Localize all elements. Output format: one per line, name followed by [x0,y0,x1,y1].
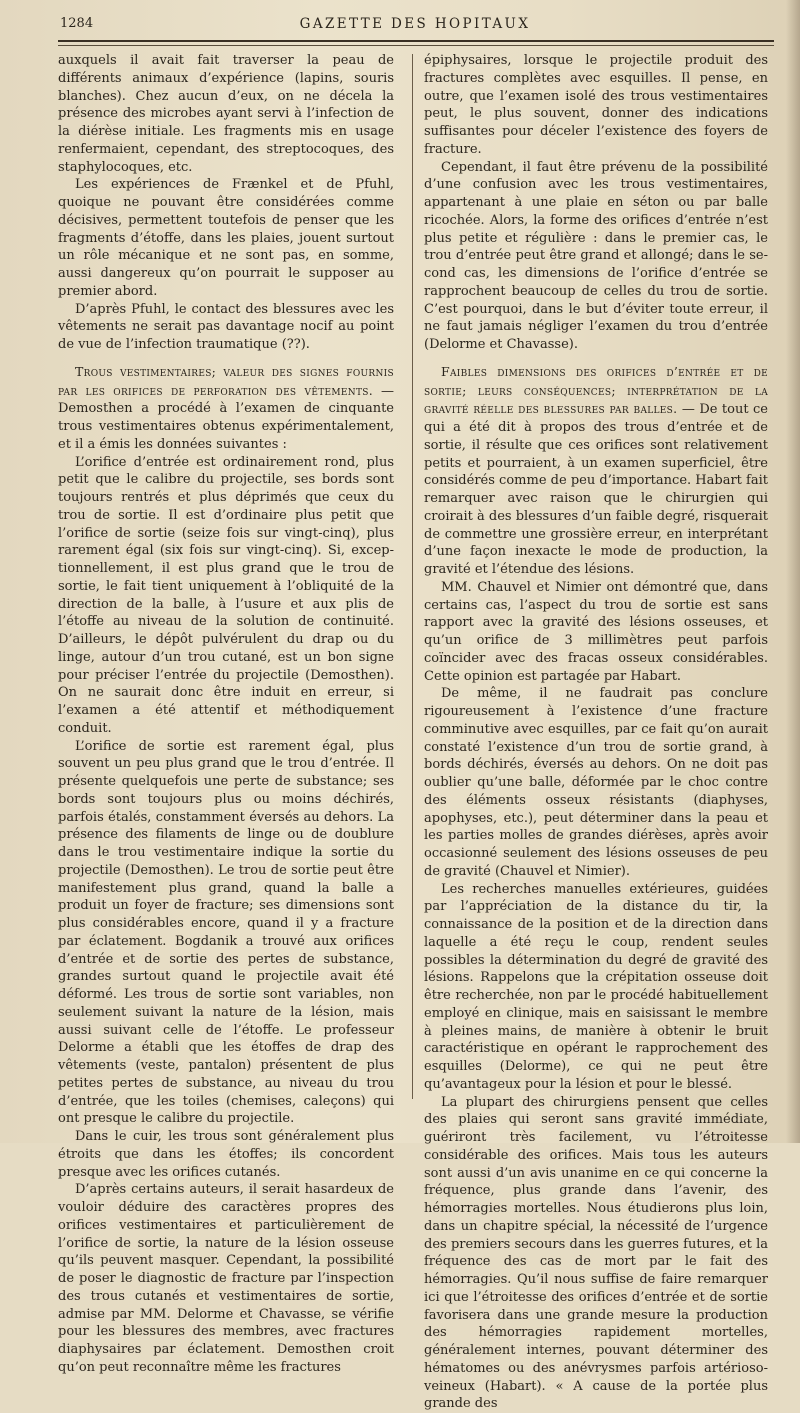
paragraph: D’après Pfuhl, le contact des blessures avec les vêtements ne serait pas davantage nocif au point de vue de l’infection traumatique (??). [58,301,394,354]
page-edge-shadow [786,0,800,1143]
paragraph: L’orifice d’entrée est ordinairement rond, plus petit que le calibre du projectile, ses bords sont toujours rentrés et plus déprimés que ceux du trou de sortie. Il est d’ordinaire plus petit que l’orifice de sortie (seize fois sur vingt-cinq), plus rarement égal (six fois sur vingt-cinq). Si, exceptionnellement, il est plus grand que le trou de sortie, le fait tient uniquement à l’obliquité de la direction de la balle, à l’usure et aux plis de l’étoffe au niveau de la solution de continuité. D’ailleurs, le dépôt pulvérulent du drap ou du linge, autour d’un trou cutané, est un bon signe pour préciser l’entrée du projectile (Demosthen). On ne saurait donc être induit en erreur, si l’examen a été attentif et méthodiquement conduit. [58,454,394,738]
journal-title: GAZETTE DES HOPITAUX [60,16,770,32]
header-rule-thick [58,40,774,42]
paragraph: La plupart des chirurgiens pensent que celles des plaies qui seront sans gravité immédiate, guériront très facilement, vu l’étroitesse considérable des orifices. Mais tous les auteurs sont aussi d’un avis unanime en ce qui concerne la fréquence, plus grande dans l’avenir, des hémorragies mortelles. Nous étudierons plus loin, dans un chapitre spécial, la nécessité de l’urgence des premiers secours dans les guerres futures, et la fréquence des cas de mort par le fait des hémorragies. Qu’il nous suffise de faire remarquer ici que l’étroitesse des orifices d’entrée et de sortie favorisera dans une grande mesure la production des hémorragies rapidement mortelles, généralement internes, pouvant déterminer des hématomes ou des anévrysmes parfois artérioso-veineux (Habart). « A cause de la portée plus grande des [424,1094,768,1413]
paragraph: L’orifice de sortie est rarement égal, plus souvent un peu plus grand que le trou d’entrée. Il présente quelquefois une perte de substance; ses bords sont toujours plus ou moins déchirés, parfois étalés, constamment éversés au dehors. La présence des filaments de linge ou de doublure dans le trou vestimentaire indique la sortie du projectile (Demosthen). Le trou de sortie peut être manifestement plus grand, quand la balle a produit un foyer de fracture; ses dimensions sont plus considérables encore, quand il y a fracture par éclatement. Bogdanik a trouvé aux orifices d’entrée et de sortie des pertes de substance, grandes surtout quand le projectile avait été déformé. Les trous de sortie sont variables, non seulement suivant la nature de la lésion, mais aussi suivant celle de l’étoffe. Le professeur Delorme a établi que les étoffes de drap des vêtements (veste, pantalon) présentent de plus petites pertes de substance, au niveau du trou d’entrée, que les toiles (chemises, caleçons) qui ont presque le calibre du projectile. [58,738,394,1129]
page-number: 1284 [60,16,93,31]
header-rule-thin [58,45,774,46]
paragraph: épiphysaires, lorsque le projectile produit des fractures complètes avec esquilles. Il pense, en outre, que l’examen isolé des trous vestimentaires peut, le plus souvent, donner des indications suffisantes pour déceler l’existence des foyers de fracture. [424,52,768,159]
paragraph: MM. Chauvel et Nimier ont démontré que, dans certains cas, l’aspect du trou de sortie est sans rapport avec la gravité des lésions osseuses, et qu’un orifice de 3 millimètres peut parfois coïncider avec des fracas osseux considérables. Cette opinion est partagée par Habart. [424,579,768,686]
section-paragraph [424,363,768,579]
paragraph: Dans le cuir, les trous sont généralement plus étroits que dans les étoffes; ils concordent presque avec les orifices cutanés. [58,1128,394,1181]
left-column [58,52,394,1104]
section-text: — De tout ce qui a été dit à propos des trous d’entrée et de sortie, il résulte que ces orifices sont relativement petits et pourraient, à un examen superficiel, être considérés comme de peu d’importance. Habart fait remarquer avec raison que le chirurgien qui croirait à des blessures d’un faible degré, risquerait de commettre une grossière erreur, en interprétant d’une façon inexacte le mode de production, la gravité et l’étendue des lésions. [424,402,768,577]
paragraph: auxquels il avait fait traverser la peau de différents animaux d’expérience (lapins, souris blanches). Chez aucun d’eux, on ne décela la présence des microbes ayant servi à l’infection de la diérèse initiale. Les fragments mis en usage renfermaient, cependant, des streptocoques, des staphylocoques, etc. [58,52,394,176]
right-column [424,52,768,1104]
paragraph: Cependant, il faut être prévenu de la possibilité d’une confusion avec les trous vestimentaires, appartenant à une plaie en séton ou par balle ricochée. Alors, la forme des orifices d’entrée n’est plus petite et régulière : dans le premier cas, le trou d’entrée peut être grand et allongé; dans le second cas, les dimensions de l’orifice d’entrée se rapprochent beaucoup de celles du trou de sortie. C’est pourquoi, dans le but d’éviter toute erreur, il ne faut jamais négliger l’examen du trou d’entrée (Delorme et Chavasse). [424,159,768,354]
page-header [60,16,770,38]
paragraph: De même, il ne faudrait pas conclure rigoureusement à l’existence d’une fracture comminutive avec esquilles, par ce fait qu’on aurait constaté l’existence d’un trou de sortie grand, à bords déchirés, éversés au dehors. On ne doit pas oublier qu’une balle, déformée par le choc contre des éléments osseux résistants (diaphyses, apophyses, etc.), peut déterminer dans la peau et les parties molles de grandes diérèses, après avoir occasionné seulement des lésions osseuses de peu de gravité (Chauvel et Nimier). [424,685,768,880]
section-text: — Demosthen a procédé à l’examen de cinquante trous vestimentaires obtenus expérimentalement, et il a émis les données suivantes : [58,384,394,452]
column-separator [412,54,413,1099]
paragraph: Les expériences de Frænkel et de Pfuhl, quoique ne pouvant être considérées comme décisives, permettent toutefois de penser que les fragments d’étoffe, dans les plaies, jouent surtout un rôle mécanique et ne sont pas, en somme, aussi dangereux qu’on pourrait le supposer au premier abord. [58,176,394,300]
paragraph: D’après certains auteurs, il serait hasardeux de vouloir déduire des caractères propres des orifices vestimentaires et particulièrement de l’orifice de sortie, la nature de la lésion osseuse qu’ils peuvent masquer. Cependant, la possibilité de poser le diagnostic de fracture par l’inspection des trous cutanés et vestimentaires de sortie, admise par MM. Delorme et Chavasse, se vérifie pour les blessures des membres, avec fractures diaphysaires par éclatement. Demosthen croit qu’on peut reconnaître même les fractures [58,1181,394,1376]
section-heading: Faibles dimensions des orifices d’entrée et de sortie; leurs conséquences; interprétation de la gravité réelle des blessures par balles. [424,364,768,417]
section-heading: Trous vestimentaires; valeur des signes fournis par les orifices de perforation des vêtements. [58,364,394,398]
paragraph: Les recherches manuelles extérieures, guidées par l’appréciation de la distance du tir, la connaissance de la position et de la direction dans laquelle a été reçu le coup, rendent seules possibles la détermination du degré de gravité des lésions. Rappelons que la crépitation osseuse doit être recherchée, non par le procédé habituellement employé en clinique, mais en saisissant le membre à pleines mains, de manière à obtenir le bruit caractéristique en opérant le rapprochement des esquilles (Delorme), ce qui ne peut être qu’avantageux pour la lésion et pour le blessé. [424,881,768,1094]
section-paragraph [58,363,394,454]
